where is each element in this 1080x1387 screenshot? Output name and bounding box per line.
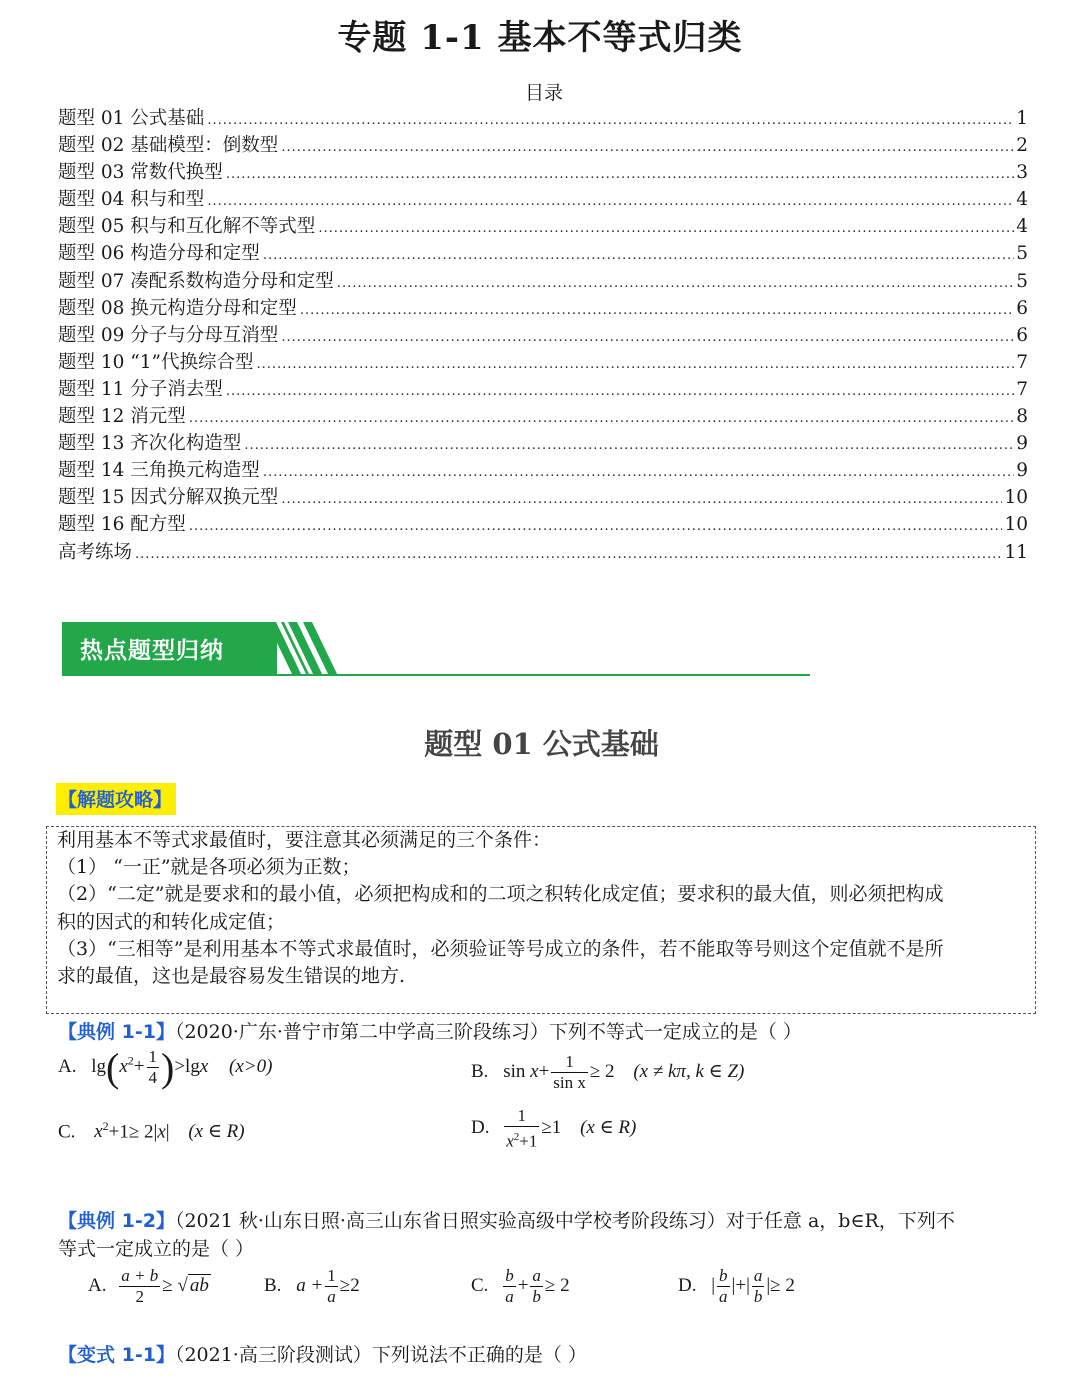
toc-item-label: 题型 10 “1”代换综合型 [58,351,254,373]
option-b[interactable]: B. sin x+ $\frac{1}{\text{sin x}}$ ≥ 2 (x ≠ kπ, k ∈ Z) [471,1052,745,1092]
example-source: （2021 秋·山东日照·高三山东省日照实验高级中学校考阶段练习）对于任意 a，b∈R，下列不 [174,1210,955,1232]
toc-heading: 目录 [524,82,563,104]
toc-item[interactable] [58,294,1028,321]
tip-tag: 【解题攻略】 [56,783,176,815]
variant-tag: 【变式 1-1】 [58,1344,175,1366]
table-of-contents [58,104,1028,565]
toc-leader-dots [281,492,1002,507]
toc-item-page: 5 [1016,243,1028,265]
tip-box [46,826,1036,1014]
toc-item-label: 题型 01 公式基础 [58,108,205,129]
toc-leader-dots [281,330,1014,345]
toc-item-label: 题型 02 基础模型：倒数型 [58,135,279,157]
toc-item[interactable] [58,239,1028,266]
example-tag: 【典例 1-2】 [58,1210,175,1232]
toc-item-page: 10 [1004,514,1028,536]
toc-item[interactable] [58,321,1028,348]
toc-leader-dots [207,194,1014,209]
toc-item-label: 题型 12 消元型 [58,406,186,428]
section-title: 题型 01 公式基础 [424,727,659,761]
tip-line: （2）“二定”就是要求和的最小值，必须把构成和的二项之积转化成定值；要求积的最大值，则必须把构成 [57,883,944,906]
toc-item-page: 2 [1016,135,1028,157]
toc-leader-dots [300,303,1014,318]
toc-item-label: 题型 16 配方型 [58,514,186,536]
toc-item-page: 1 [1016,108,1028,129]
toc-item-label: 题型 13 齐次化构造型 [58,433,242,455]
example-1-2-line2: 等式一定成立的是（ ） [58,1238,255,1260]
toc-leader-dots [226,384,1014,399]
toc-item-label: 题型 08 换元构造分母和定型 [58,297,297,319]
example-1-1-header [58,1017,802,1044]
example-tag: 【典例 1-1】 [58,1021,175,1043]
option-d[interactable]: D. | $\frac{b}{a}$ |+| $\frac{a}{b}$ |≥ 2 [678,1266,795,1306]
toc-item-label: 题型 03 常数代换型 [58,162,223,184]
toc-item-label: 题型 11 分子消去型 [58,378,223,400]
toc-item-label: 题型 14 三角换元构造型 [58,460,260,482]
toc-item[interactable] [58,402,1028,429]
tip-line: 求的最值，这也是最容易发生错误的地方. [57,965,406,988]
tip-line: 利用基本不等式求最值时，要注意其必须满足的三个条件： [57,829,552,851]
toc-item[interactable] [58,267,1028,294]
toc-item-page: 7 [1016,378,1028,400]
toc-item-page: 5 [1016,270,1028,292]
option-a[interactable]: A. $\frac{a + b}{2}$ ≥ √ ab [88,1266,209,1306]
toc-item[interactable] [58,375,1028,402]
option-c[interactable]: C. $\frac{b}{a}$ + $\frac{a}{b}$ ≥ 2 [471,1266,570,1306]
toc-item-label: 题型 05 积与和互化解不等式型 [58,216,316,238]
option-d[interactable]: D. $\frac{1}{x^2+1}$ ≥1 (x ∈ R) [471,1106,637,1151]
toc-leader-dots [337,276,1014,291]
toc-item-label: 题型 04 积与和型 [58,189,205,211]
banner-text: 热点题型归纳 [80,638,224,664]
toc-leader-dots [244,438,1014,453]
toc-item[interactable] [58,158,1028,185]
toc-item-page: 3 [1016,162,1028,184]
toc-item[interactable] [58,429,1028,456]
option-a[interactable]: A. $\lg(x^2+$ $\frac{1}{4}$ )>lgx (x>0) [58,1045,273,1090]
toc-item-page: 11 [1004,541,1028,563]
toc-item-page: 6 [1016,297,1028,319]
page-title: 专题 1-1 基本不等式归类 [337,18,743,58]
toc-item-label: 题型 07 凑配系数构造分母和定型 [58,270,334,292]
toc-item-page: 10 [1004,487,1028,509]
toc-item-page: 7 [1016,351,1028,373]
toc-item[interactable] [58,212,1028,239]
toc-item-page: 9 [1016,460,1028,482]
example-1-2-header [58,1206,955,1233]
toc-item-page: 6 [1016,324,1028,346]
toc-leader-dots [257,357,1015,372]
toc-item[interactable] [58,510,1028,537]
toc-item-page: 4 [1016,216,1028,238]
toc-item-label: 题型 09 分子与分母互消型 [58,324,279,346]
toc-item-label: 题型 15 因式分解双换元型 [58,487,279,509]
toc-item-page: 9 [1016,433,1028,455]
tip-line: （3）“三相等”是利用基本不等式求最值时，必须验证等号成立的条件，若不能取等号则这个定值就不是所 [57,937,944,960]
option-c[interactable]: C. $x^2+1\ge 2|x|$ (x ∈ R) [58,1119,245,1143]
example-source: （2020·广东·普宁市第二中学高三阶段练习）下列不等式一定成立的是（ ） [174,1021,802,1043]
toc-item-label: 高考练场 [58,541,133,563]
toc-leader-dots [189,519,1003,534]
toc-item[interactable] [58,104,1028,131]
toc-item[interactable] [58,185,1028,212]
toc-item[interactable] [58,131,1028,158]
toc-item[interactable] [58,456,1028,483]
option-b[interactable]: B. a + $\frac{1}{a}$ ≥2 [264,1266,360,1306]
toc-leader-dots [189,411,1014,426]
toc-leader-dots [318,221,1014,236]
toc-item-page: 4 [1016,189,1028,211]
toc-item-page: 8 [1016,406,1028,428]
toc-leader-dots [207,113,1014,128]
toc-leader-dots [281,140,1014,155]
toc-item[interactable] [58,538,1028,565]
toc-item[interactable] [58,348,1028,375]
toc-leader-dots [263,465,1014,480]
toc-leader-dots [226,167,1014,182]
tip-line: （1） “一正”就是各项必须为正数； [57,856,361,879]
variant-text: （2021·高三阶段测试）下列说法不正确的是（ ） [174,1344,587,1366]
toc-leader-dots [135,547,1002,562]
toc-item[interactable] [58,483,1028,510]
toc-leader-dots [263,248,1014,263]
toc-item-label: 题型 06 构造分母和定型 [58,243,260,265]
tip-line: 积的因式的和转化成定值； [57,910,286,933]
variant-1-1-header [58,1340,587,1367]
hot-topics-banner [62,622,810,676]
